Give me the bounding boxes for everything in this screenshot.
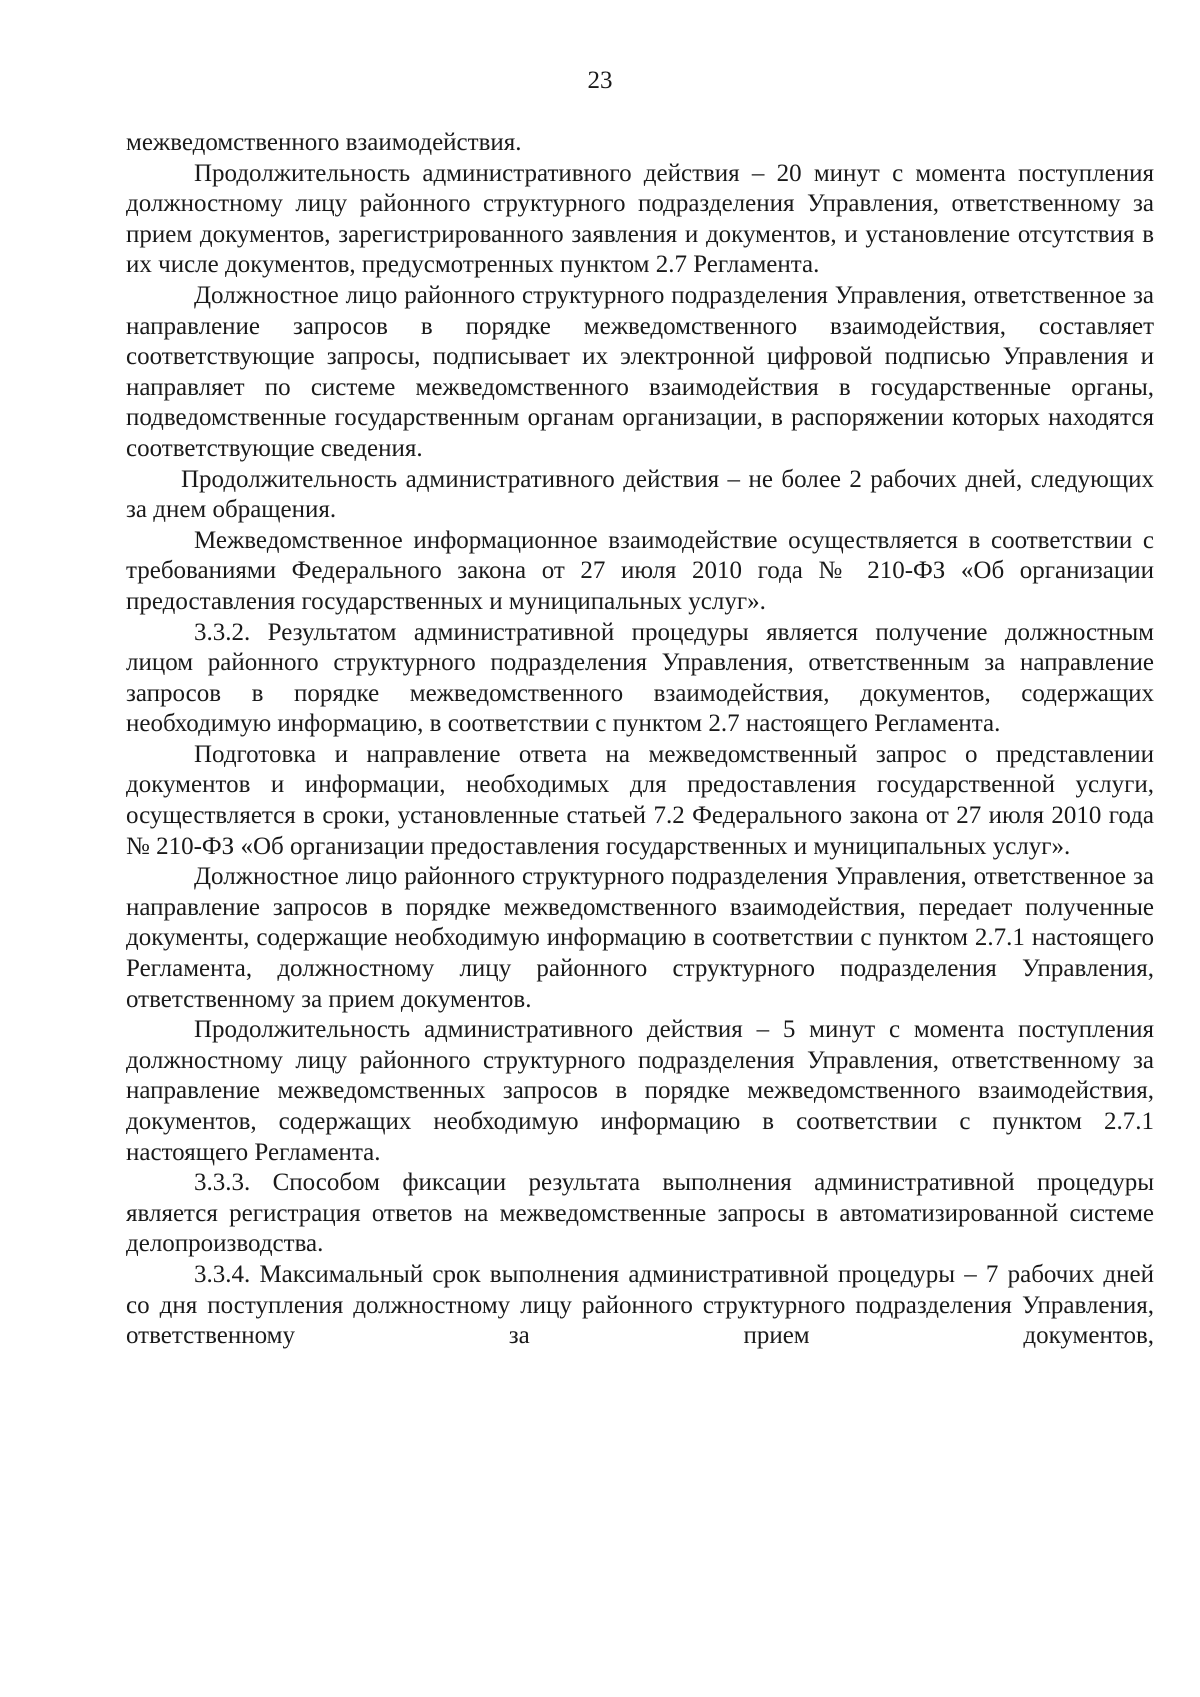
paragraph-11: 3.3.4. Максимальный срок выполнения административной процедуры – 7 рабочих дней со дня поступления должностному лицу районного структурного подразделения Управления, ответственному за прием документов, — [126, 1260, 1154, 1350]
paragraph-3: Должностное лицо районного структурного подразделения Управления, ответственное за направление запросов в порядке межведомственного взаимодействия, составляет соответствующие запросы, подписывает их электронной цифровой подписью Управления и направляет по системе межведомственного взаимодействия в государственные органы, подведомственные государственным органам организации, в распоряжении которых находятся соответствующие сведения. — [126, 281, 1154, 462]
paragraph-4: Продолжительность административного действия – не более 2 рабочих дней, следующих за днем обращения. — [126, 465, 1154, 524]
document-body — [126, 128, 1154, 1352]
paragraph-10: 3.3.3. Способом фиксации результата выполнения административной процедуры является регистрация ответов на межведомственные запросы в автоматизированной системе делопроизводства. — [126, 1169, 1154, 1258]
paragraph-8: Должностное лицо районного структурного подразделения Управления, ответственное за направление запросов в порядке межведомственного взаимодействия, передает полученные документы, содержащие необходимую информацию в соответствии с пунктом 2.7.1 настоящего Регламента, должностному лицу районного структурного подразделения Управления, ответственному за прием документов. — [126, 863, 1154, 1013]
paragraph-1: межведомственного взаимодействия. — [126, 129, 522, 156]
page-number: 23 — [587, 67, 613, 94]
paragraph-5: Межведомственное информационное взаимодействие осуществляется в соответствии с требованиями Федерального закона от 27 июля 2010 года № 210-ФЗ «Об организации предоставления государственных и муниципальных услуг». — [126, 526, 1154, 615]
paragraph-9: Продолжительность административного действия – 5 минут с момента поступления должностному лицу районного структурного подразделения Управления, ответственному за направление межведомственных запросов в порядке межведомственного взаимодействия, документов, содержащих необходимую информацию в соответствии с пунктом 2.7.1 настоящего Регламента. — [126, 1016, 1154, 1166]
paragraph-7: Подготовка и направление ответа на межведомственный запрос о представлении документов и информации, необходимых для предоставления государственной услуги, осуществляется в сроки, установленные статьей 7.2 Федерального закона от 27 июля 2010 года № 210-ФЗ «Об организации предоставления государственных и муниципальных услуг». — [126, 740, 1154, 860]
paragraph-6: 3.3.2. Результатом административной процедуры является получение должностным лицом районного структурного подразделения Управления, ответственным за направление запросов в порядке межведомственного взаимодействия, документов, содержащих необходимую информацию, в соответствии с пунктом 2.7 настоящего Регламента. — [126, 618, 1154, 738]
paragraph-2: Продолжительность административного действия – 20 минут с момента поступления должностному лицу районного структурного подразделения Управления, ответственному за прием документов, зарегистрированного заявления и документов, и установление отсутствия в их числе документов, предусмотренных пунктом 2.7 Регламента. — [126, 159, 1154, 279]
